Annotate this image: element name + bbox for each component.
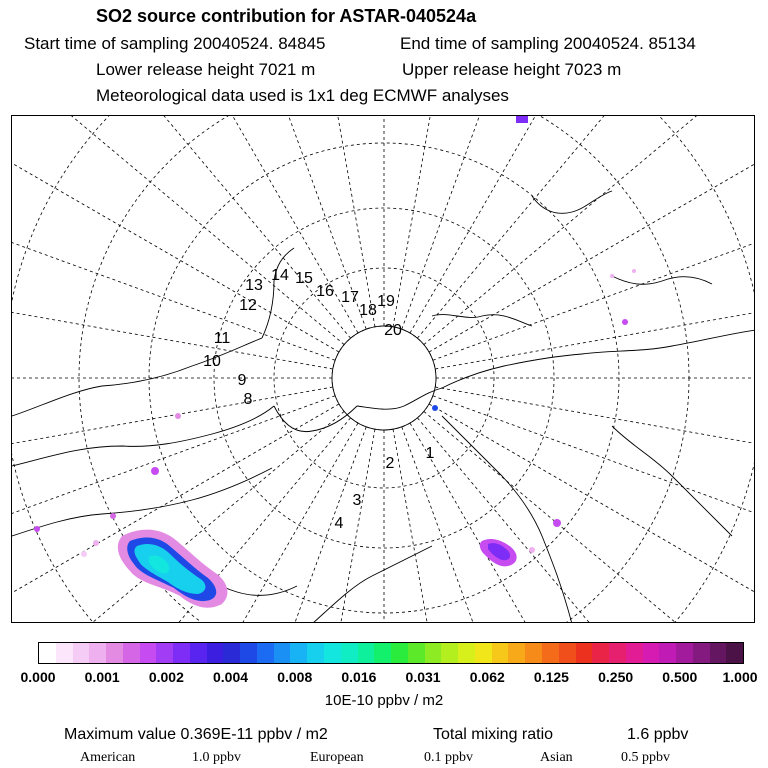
colorbar-segment (290, 643, 307, 663)
total-mixing-ratio-label: Total mixing ratio (433, 726, 554, 743)
colorbar-unit-label: 10E-10 ppbv / m2 (324, 692, 444, 709)
colorbar-tick-label: 0.004 (213, 669, 249, 685)
maximum-value-label: Maximum value 0.369E-11 ppbv / m2 (64, 726, 328, 743)
meridian-line (393, 116, 540, 327)
latitude-circle (149, 143, 619, 613)
colorbar-segment (123, 643, 140, 663)
time-label-13: 13 (245, 277, 263, 294)
meridian-line (12, 116, 339, 352)
start-time-label: Start time of sampling 20040524. 84845 (24, 34, 326, 53)
colorbar-segment (358, 643, 375, 663)
time-label-19: 19 (377, 293, 395, 310)
colorbar-tick-label: 0.062 (469, 669, 505, 685)
colorbar-tick-label: 0.250 (598, 669, 634, 685)
meridian-line (12, 116, 358, 333)
european-label: European (310, 750, 364, 765)
colorbar-segment (676, 643, 693, 663)
plot-title: SO2 source contribution for ASTAR-040524a (96, 6, 477, 26)
colorbar-segment (324, 643, 341, 663)
colorbar-segment (609, 643, 626, 663)
colorbar-tick-label: 0.000 (20, 669, 56, 685)
colorbar-segment (140, 643, 157, 663)
meridian-line (435, 222, 755, 369)
concentration-colorbar (38, 642, 744, 664)
time-label-12: 12 (239, 297, 257, 314)
meridian-line (433, 116, 755, 360)
meteorological-data-label: Meteorological data used is 1x1 deg ECMWF analyses (96, 86, 509, 105)
meridian-line (12, 387, 333, 534)
time-label-4: 4 (334, 515, 344, 532)
american-value: 1.0 ppbv (192, 750, 241, 765)
asian-value: 0.5 ppbv (621, 750, 670, 765)
colorbar-tick-label: 1.000 (722, 669, 758, 685)
meridian-line (424, 116, 755, 345)
colorbar-segment (89, 643, 106, 663)
colorbar-segment (441, 643, 458, 663)
meridian-line (228, 429, 375, 623)
time-label-15: 15 (295, 270, 313, 287)
colorbar-tick-label: 0.031 (405, 669, 441, 685)
colorbar-tick-label: 0.008 (277, 669, 313, 685)
meridian-line (12, 116, 344, 345)
asian-label: Asian (540, 750, 573, 765)
colorbar-segment (73, 643, 90, 663)
time-label-10: 10 (203, 353, 221, 370)
colorbar-tick-label: 0.016 (341, 669, 377, 685)
meridian-line (429, 404, 755, 623)
colorbar-segment (341, 643, 358, 663)
so2-plume-europe (480, 519, 561, 566)
meridian-line (433, 396, 755, 623)
meridian-line (12, 116, 335, 360)
colorbar-segment (576, 643, 593, 663)
colorbar-segment (559, 643, 576, 663)
time-label-11: 11 (213, 330, 231, 347)
colorbar-segment (710, 643, 727, 663)
time-label-20: 20 (384, 322, 402, 339)
colorbar-segment (190, 643, 207, 663)
american-label: American (80, 750, 136, 765)
colorbar-segment (391, 643, 408, 663)
colorbar-segment (106, 643, 123, 663)
time-label-17: 17 (341, 289, 359, 306)
colorbar-segment (374, 643, 391, 663)
colorbar-segment (542, 643, 559, 663)
colorbar-segment (592, 643, 609, 663)
map-canvas (12, 116, 755, 623)
colorbar-segment (274, 643, 291, 663)
colorbar-segment (173, 643, 190, 663)
meridian-line (424, 411, 755, 623)
colorbar-tick-label: 0.500 (662, 669, 698, 685)
colorbar-segment (39, 643, 56, 663)
colorbar-segment (726, 643, 743, 663)
meridian-line (417, 418, 755, 623)
colorbar-segment (643, 643, 660, 663)
colorbar-segment (408, 643, 425, 663)
colorbar-tick-label: 0.001 (84, 669, 120, 685)
meridian-line (12, 116, 351, 338)
colorbar-tick-label: 0.125 (533, 669, 569, 685)
colorbar-tick-label: 0.002 (148, 669, 184, 685)
meridian-line (410, 116, 755, 333)
meridian-line (410, 423, 755, 623)
upper-release-height-label: Upper release height 7023 m (402, 60, 622, 79)
time-label-3: 3 (352, 492, 362, 509)
polar-stereographic-map (11, 115, 755, 623)
colorbar-segment (223, 643, 240, 663)
colorbar-segment (458, 643, 475, 663)
colorbar-segment (626, 643, 643, 663)
end-time-label: End time of sampling 20040524. 85134 (400, 34, 696, 53)
lower-release-height-label: Lower release height 7021 m (96, 60, 316, 79)
colorbar-segment (425, 643, 442, 663)
time-label-2: 2 (385, 455, 395, 472)
time-label-8: 8 (243, 391, 253, 408)
time-label-16: 16 (316, 283, 334, 300)
time-label-9: 9 (237, 372, 247, 389)
colorbar-segment (240, 643, 257, 663)
colorbar-segment (56, 643, 73, 663)
colorbar-segment (307, 643, 324, 663)
so2-plume-greenland (34, 467, 227, 608)
colorbar-segment (508, 643, 525, 663)
colorbar-segment (156, 643, 173, 663)
time-label-18: 18 (359, 302, 377, 319)
colorbar-segment (693, 643, 710, 663)
colorbar-segment (475, 643, 492, 663)
meridian-line (12, 222, 333, 369)
meridian-line (435, 387, 755, 534)
time-label-1: 1 (425, 445, 435, 462)
colorbar-segment (659, 643, 676, 663)
time-label-14: 14 (271, 267, 289, 284)
total-mixing-ratio-value: 1.6 ppbv (627, 726, 689, 743)
european-value: 0.1 ppbv (424, 750, 473, 765)
colorbar-segment (257, 643, 274, 663)
colorbar-segment (492, 643, 509, 663)
colorbar-segment (207, 643, 224, 663)
meridian-line (402, 116, 692, 329)
colorbar-segment (525, 643, 542, 663)
